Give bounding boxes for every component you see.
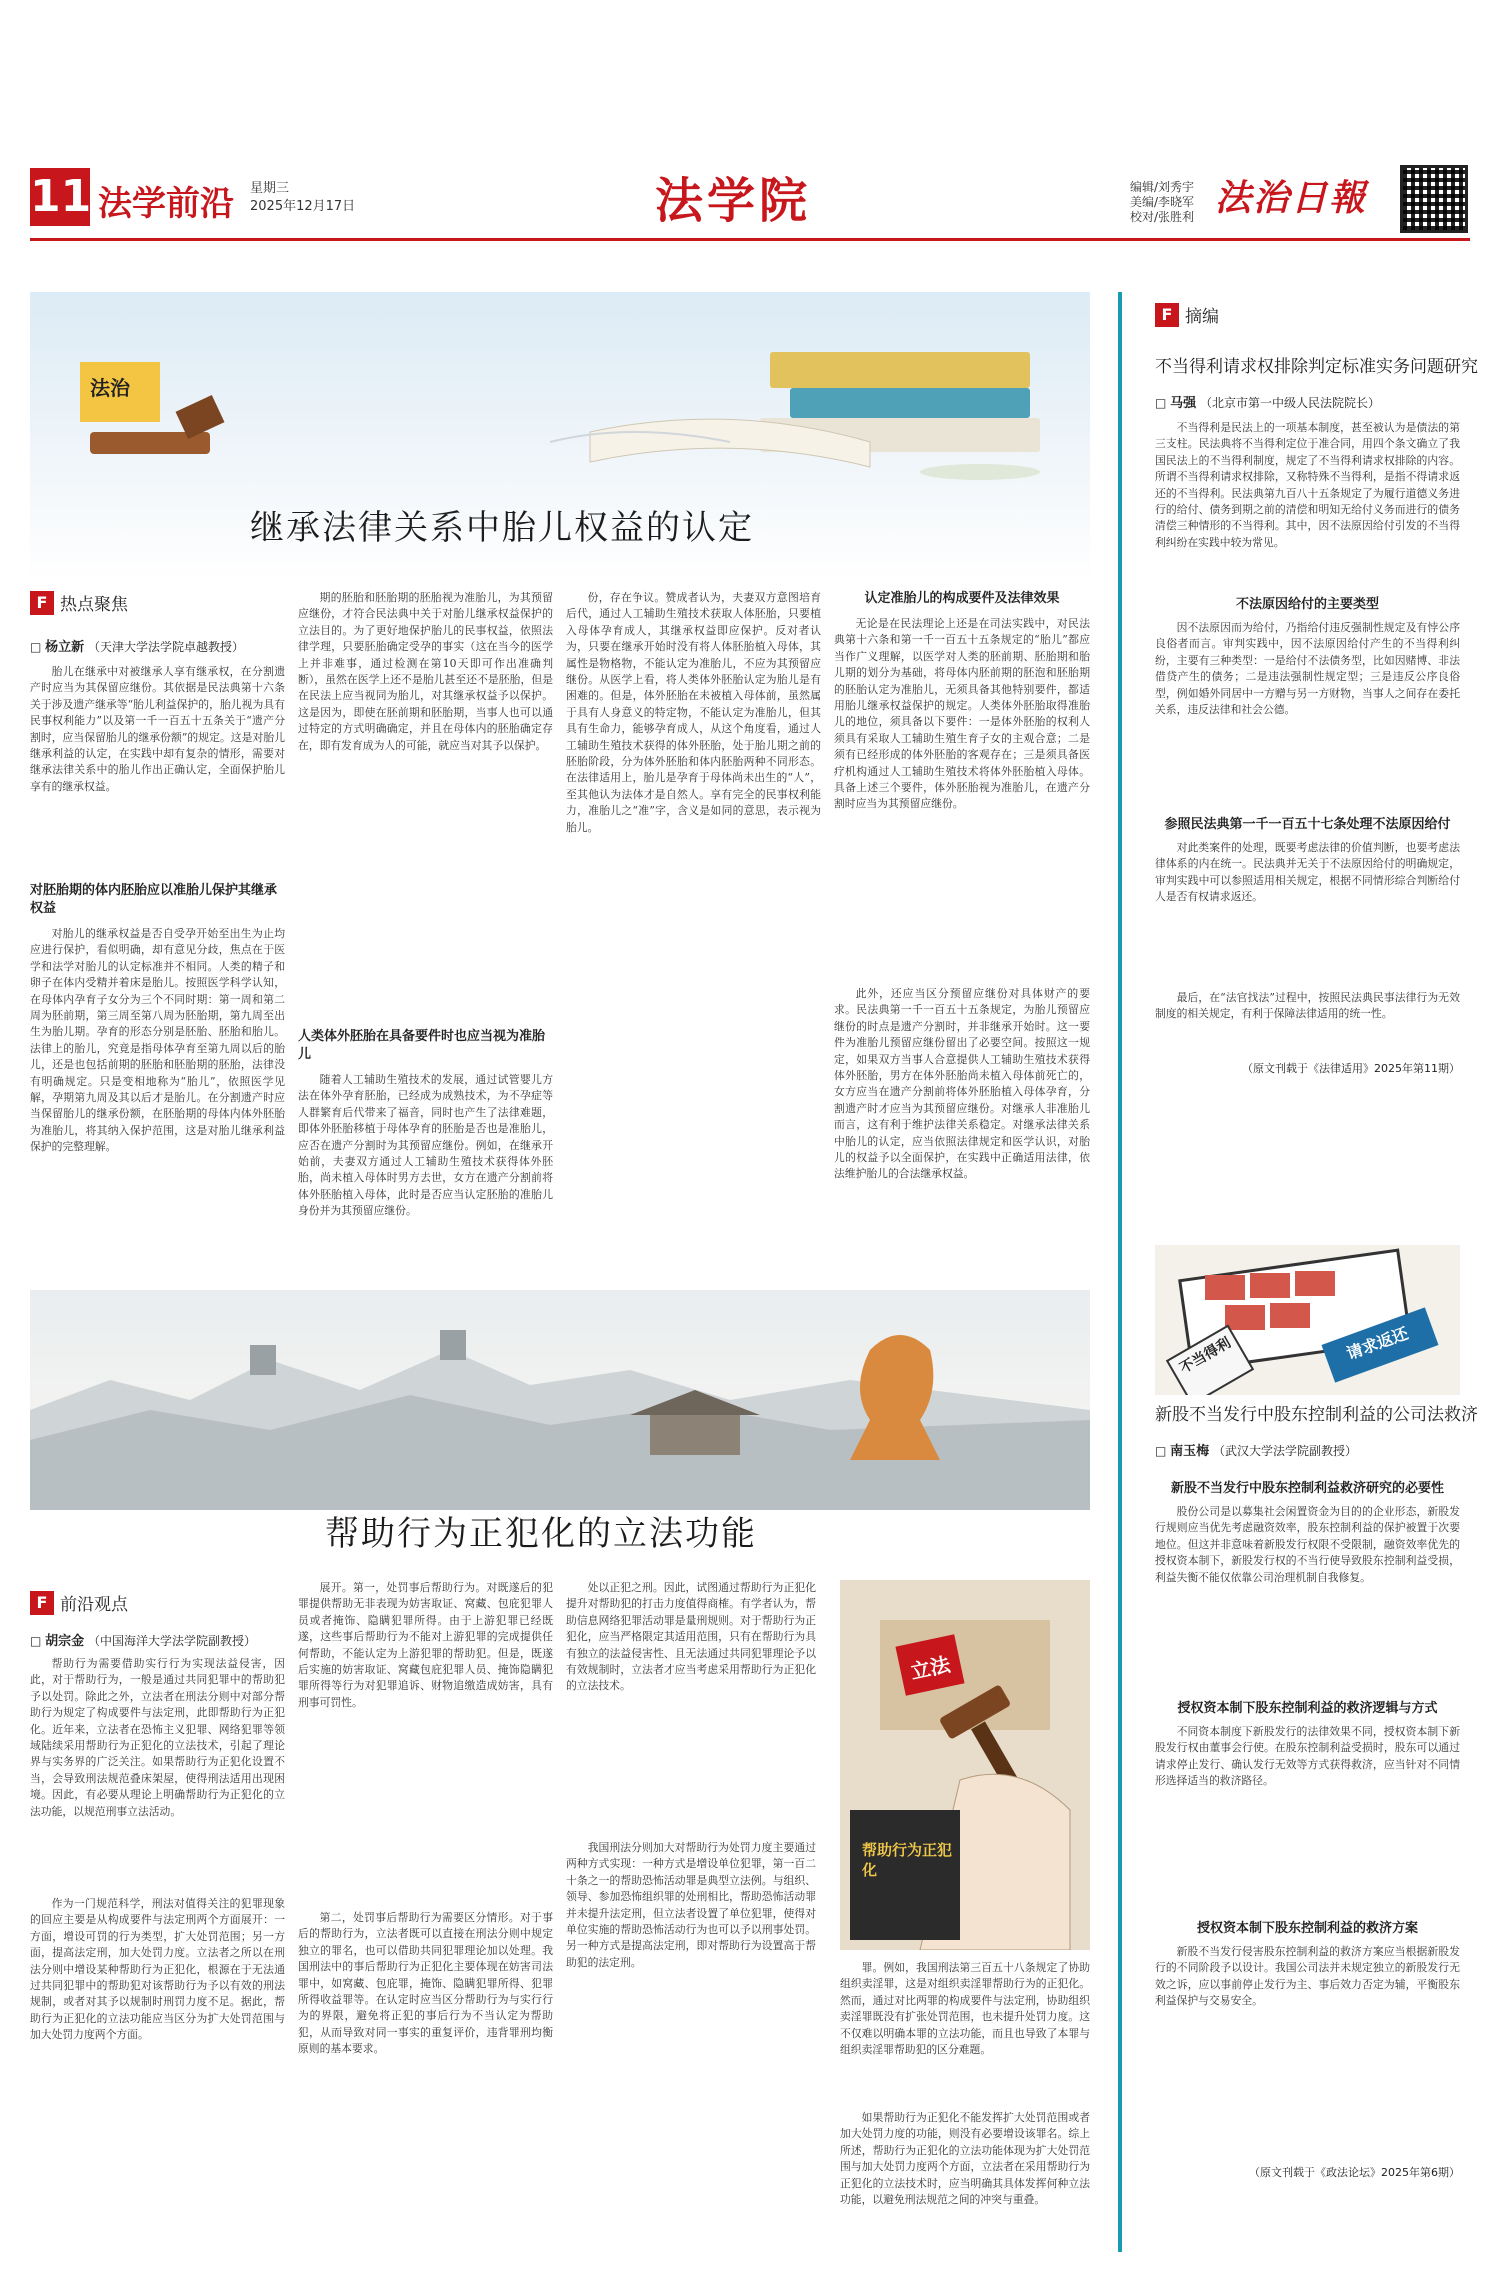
sidebar-article2-title: 新股不当发行中股东控制利益的公司法救济 — [1155, 1405, 1478, 1425]
subhead: 参照民法典第一千一百五十七条处理不法原因给付 — [1164, 817, 1451, 832]
paragraph: 随着人工辅助生殖技术的发展，通过试管婴儿方法在体外孕育胚胎，已经成为成熟技术，为不孕症等人群繁育后代带来了福音，同时也产生了法律难题，即体外胚胎移植于母体孕育的胚胎是否也是准胎儿，应否在遗产分割时为其预留应继份。例如，在继承开始前，夫妻双方通过人工辅助生殖技术获得体外胚胎，尚未植入母体时男方去世，女方在遗产分割前将体外胚胎植入母体，此时是否应当认定胚胎的准胎儿身份并为其预留应继份。 — [298, 1073, 553, 1218]
editor-line: 校对/张胜利 — [1130, 210, 1195, 224]
paragraph: 胎儿在继承中对被继承人享有继承权，在分割遗产时应当为其保留应继份。其依据是民法典第十六条关于涉及遗产继承等“胎儿利益保护的，胎儿视为具有民事权利能力”以及第一千一百五十五条关于“遗产分割时，应当保留胎儿的继承份额”的规定。这是对胎儿继承利益的认定，在实践中却有复杂的情形，需要对继承法律关系中的胎儿作出正确认定，全面保护胎儿享有的继承权益。 — [30, 665, 285, 793]
article1-col3 — [566, 590, 821, 1270]
sidebar-article1-body — [1155, 420, 1460, 1240]
sidebar-illustration — [1155, 1245, 1460, 1395]
sidebar-article1-author: □ 马强 （北京市第一中级人民法院院长） — [1155, 396, 1381, 411]
author-affil: （武汉大学法学院副教授） — [1213, 1444, 1358, 1458]
article1-col1 — [30, 664, 285, 1264]
author-affil: （北京市第一中级人民法院院长） — [1200, 396, 1381, 410]
subhead: 认定准胎儿的构成要件及法律效果 — [864, 591, 1060, 606]
subhead: 人类体外胚胎在具备要件时也应当视为准胎儿 — [298, 1029, 546, 1062]
source-note: （原文刊载于《政法论坛》2025年第6期） — [1249, 2166, 1460, 2179]
sidebar-tag — [1155, 302, 1219, 327]
paragraph: 展开。第一，处罚事后帮助行为。对既遂后的犯罪提供帮助无非表现为妨害取证、窝藏、包庇犯罪人员或者掩饰、隐瞒犯罪所得。由于上游犯罪已经既遂，这些事后帮助行为不能对上游犯罪的完成提供任何帮助，不能认定为上游犯罪的帮助犯。但是，既遂后实施的妨害取证、窝藏包庇犯罪人员、掩饰隐瞒犯罪所得等行为对犯罪追诉、财物追缴造成妨害，具有刑事可罚性。 — [298, 1581, 553, 1709]
sidebar-article2-body — [1155, 1480, 1460, 2250]
article1-col4 — [834, 590, 1090, 1270]
issue-date — [250, 180, 355, 216]
author-affil: （天津大学法学院卓越教授） — [88, 640, 245, 654]
article2-col2 — [298, 1580, 553, 2260]
article2-title: 帮助行为正犯化的立法功能 — [325, 1514, 757, 1554]
article1-title: 继承法律关系中胎儿权益的认定 — [250, 508, 754, 548]
paper-logo: 法治日報 — [1215, 177, 1368, 219]
f-logo-icon: F — [30, 591, 54, 615]
paragraph: 处以正犯之刑。因此，试图通过帮助行为正犯化提升对帮助犯的打击力度值得商榷。有学者认为，帮助信息网络犯罪活动罪是量刑规则。对于帮助行为正犯化，应当严格限定其适用范围，只有在帮助行为具有独立的法益侵害性、且无法通过共同犯罪理论予以有效规制时，立法者才应当考虑采用帮助行为正犯化的立法技术。 — [566, 1581, 816, 1693]
sidebar-article2-author: □ 南玉梅 （武汉大学法学院副教授） — [1155, 1444, 1358, 1459]
f-logo-icon: F — [1155, 303, 1179, 327]
money-tray-illustration — [1155, 1245, 1460, 1395]
article2-col4 — [840, 1960, 1090, 2260]
paragraph: 份，存在争议。赞成者认为，夫妻双方意图培育后代，通过人工辅助生殖技术获取人体胚胎，只要植入母体孕育成人，其继承权益即应保护。反对者认为，只要在继承开始时没有将人体胚胎植入母体，其属性是物格物，不能认定为准胎儿，不应为其预留应继份。从医学上看，将人类体外胚胎认定为胎儿是有困难的。但是，体外胚胎在未被植入母体前，虽然属于具有人身意义的特定物，不能认定为准胎儿，但其具有生命力，能够孕育成人，从这个角度看，通过人工辅助生殖技术获得的体外胚胎，处于胎儿期之前的胚胎阶段，分为体外胚胎和体内胚胎两种不同形态。在法律适用上，胎儿是孕育于母体尚未出生的“人”，至其他认为法体才是自然人。享有完全的民事权利能力，准胎儿之“准”字，含义是如同的意思，表示视为胎儿。 — [566, 591, 821, 834]
editors — [1130, 180, 1194, 225]
paragraph: 最后，在“法官找法”过程中，按照民法典民事法律行为无效制度的相关规定，有利于保障法律适用的统一性。 — [1155, 991, 1460, 1021]
paragraph: 不同资本制度下新股发行的法律效果不同，授权资本制下新股发行权由董事会行使。在股东控制利益受损时，股东可以通过请求停止发行、确认发行无效等方式获得救济，应当针对不同情形选择适当的救济路径。 — [1155, 1725, 1460, 1788]
paragraph: 帮助行为需要借助实行行为实现法益侵害，因此，对于帮助行为，一般是通过共同犯罪中的帮助犯予以处罚。除此之外，立法者在刑法分则中对部分帮助行为规定了构成要件与法定刑，此即帮助行为正犯化。近年来，立法者在恐怖主义犯罪、网络犯罪等领域陆续采用帮助行为正犯化的立法技术，引起了理论界与实务界的广泛关注。如果帮助行为正犯化设置不当，会导致刑法规范叠床架屋，使得刑法适用出现困境。因此，有必要从理论上明确帮助行为正犯化的立法功能，以规范刑事立法活动。 — [30, 1657, 285, 1818]
image-label-unjust: 不当得利 — [1177, 1334, 1234, 1377]
tag-label: 前沿观点 — [60, 1595, 128, 1615]
author-affil: （中国海洋大学法学院副教授） — [88, 1634, 257, 1648]
author-name: 南玉梅 — [1170, 1444, 1210, 1459]
article1-author: □ 杨立新 （天津大学法学院卓越教授） — [30, 640, 245, 655]
article1-col2 — [298, 590, 553, 1270]
article1-tag — [30, 590, 128, 615]
banner-label: 法治 — [90, 376, 130, 400]
article2-col1 — [30, 1656, 285, 2256]
image-label-legislation: 立法 — [908, 1652, 953, 1684]
great-wall-illustration — [30, 1290, 1090, 1510]
subhead: 对胚胎期的体内胚胎应以准胎儿保护其继承权益 — [30, 883, 278, 916]
paragraph: 股份公司是以募集社会闲置资金为目的的企业形态，新股发行规则应当优先考虑融资效率，股东控制利益的保护被置于次要地位。但这并非意味着新股发行权限不受限制，融资效率优先的授权资本制下，新股发行权的不当行使导致股东控制利益受损，利益失衡不能仅依靠公司治理机制自我修复。 — [1155, 1505, 1460, 1584]
page-number: 11 — [30, 168, 90, 226]
paragraph: 期的胚胎和胚胎期的胚胎视为准胎儿，为其预留应继份，才符合民法典中关于对胎儿继承权益保护的立法目的。为了更好地保护胎儿的民事权益，依照法律学理，只要胚胎确定受孕的事实（这在当今的医学上并非难事，通过检测在第10天即可作出准确判断），虽然在医学上还不是胎儿甚至还不是胚胎，但是在民法上应当视同为胎儿，对其继承权益予以保护。这是因为，即使在胚前期和胚胎期，当事人也可以通过特定的方式明确确定，并且在母体内的胚胎确定存在，即有发育成为人的可能，就应当对其予以保护。 — [298, 591, 553, 752]
author-name: 杨立新 — [45, 640, 85, 655]
paragraph: 新股不当发行侵害股东控制利益的救济方案应当根据新股发行的不同阶段予以设计。我国公司法并未规定独立的新股发行无效之诉，应以事前停止发行为主、事后效力否定为辅，平衡股东利益保护与交易安全。 — [1155, 1945, 1460, 2008]
author-name: 马强 — [1170, 396, 1197, 411]
article2-tag — [30, 1590, 128, 1615]
section-name: 法学前沿 — [98, 184, 234, 224]
f-logo-icon: F — [30, 1591, 54, 1615]
paragraph: 不当得利是民法上的一项基本制度，甚至被认为是债法的第三支柱。民法典将不当得利定位于准合同，用四个条文确立了我国民法上的不当得利制度，规定了不当得利请求权排除的内容。所谓不当得利请求权排除，又称特殊不当得利，是指不得请求返还的不当得利。民法典第九百八十五条规定了为履行道德义务进行的给付、债务到期之前的清偿和明知无给付义务而进行的债务清偿三种情形的不当得利。其中，因不法原因给付引发的不当得利纠纷在实践中较为常见。 — [1155, 421, 1460, 549]
article2-col3 — [566, 1580, 816, 2260]
gavel-hand-illustration — [840, 1580, 1090, 1950]
paragraph: 无论是在民法理论上还是在司法实践中，对民法典第十六条和第一千一百五十五条规定的“胎儿”都应当作广义理解，以医学对人类的胚前期、胚胎期和胎儿期的划分为基础，将母体内胚前期的胚泡和胚胎期的胚胎认定为准胎儿，无须具备其他特别要件，都适用胎儿继承权益保护的规定。人类体外胚胎取得准胎儿的地位，须具备以下要件：一是体外胚胎的权利人须具有采取人工辅助生殖生育子女的主观合意；二是须有已经形成的体外胚胎的客观存在；三是须具备医疗机构通过人工辅助生殖技术将体外胚胎植入母体。具备上述三个要件，体外胚胎视为准胎儿，在遗产分割时应当为其预留应继份。 — [834, 617, 1090, 811]
image-label-book: 帮助行为正犯化 — [862, 1841, 953, 1879]
source-note: （原文刊载于《法律适用》2025年第11期） — [1242, 1062, 1460, 1075]
paragraph: 我国刑法分则加大对帮助行为处罚力度主要通过两种方式实现：一种方式是增设单位犯罪，第一百二十条之一的帮助恐怖活动罪是典型立法例。与组织、领导、参加恐怖组织罪的处刑相比，帮助恐怖活动罪并未提升法定刑，但立法者设置了单位犯罪，使得对单位实施的帮助恐怖活动行为也可以予以刑事处罚。另一种方式是提高法定刑，即对帮助行为设置高于帮助犯的法定刑。 — [566, 1841, 816, 1969]
article2-banner — [30, 1290, 1090, 1510]
subhead: 授权资本制下股东控制利益的救济方案 — [1196, 1921, 1418, 1936]
header-rule — [30, 238, 1470, 241]
subhead: 授权资本制下股东控制利益的救济逻辑与方式 — [1177, 1701, 1438, 1716]
paragraph: 对胎儿的继承权益是否自受孕开始至出生为止均应进行保护，看似明确，却有意见分歧，焦点在于医学和法学对胎儿的认定标准并不相同。人类的精子和卵子在体内受精并着床是胎儿。按照医学科学认知，在母体内孕育子女分为三个不同时期：第一周和第二周为胚前期，第三周至第八周为胚胎期，第九周至出生为胎儿期。孕育的形态分别是胚胎、胚胎和胎儿。法律上的胎儿，究竟是指母体孕育至第九周以后的胎儿，还是也包括前期的胚胎和胚胎期的胚胎，法律没有明确规定。只是变相地称为“胎儿”，依照医学见解，孕期第九周及其以后才是胎儿。在分割遗产时应当保留胎儿的继承份额，在胚胎期的母体内体外胚胎为准胎儿，将其纳入保护范围，这是对胎儿继承利益保护的完整理解。 — [30, 927, 285, 1154]
weekday: 星期三 — [250, 181, 290, 196]
editor-line: 美编/李晓军 — [1130, 195, 1195, 209]
legislation-illustration — [840, 1580, 1090, 1950]
paragraph: 此外，还应当区分预留应继份对具体财产的要求。民法典第一千一百五十五条规定，为胎儿预留应继份的时点是遗产分割时，并非继承开始时。这一要件为准胎儿预留应继份留出了必要空间。按照这一规定，如果双方当事人合意提供人工辅助生殖技术获得体外胚胎，男方在体外胚胎尚未植入母体前死亡的，女方应当在遗产分割前将体外胚胎植入母体孕育，分割遗产时才应当为其预留应继份。对继承人非准胎儿而言，这有利于维护法律关系稳定。对继承法律关系中胎儿的认定，应当依照法律规定和医学认识，对胎儿的权益予以全面保护，在实践中正确适用法律，依法维护胎儿的合法继承权益。 — [834, 987, 1090, 1181]
sidebar-article1-title: 不当得利请求权排除判定标准实务问题研究 — [1155, 357, 1478, 377]
paragraph: 对此类案件的处理，既要考虑法律的价值判断，也要考虑法律体系的内在统一。民法典并无关于不法原因给付的明确规定，审判实践中可以参照适用相关规定，根据不同情形综合判断给付人是否有权请求返还。 — [1155, 841, 1460, 904]
article2-author: □ 胡宗金 （中国海洋大学法学院副教授） — [30, 1634, 257, 1649]
subhead: 新股不当发行中股东控制利益救济研究的必要性 — [1170, 1481, 1444, 1496]
author-name: 胡宗金 — [45, 1634, 85, 1649]
editor-line: 编辑/刘秀宇 — [1130, 180, 1195, 194]
image-label-return: 请求返还 — [1344, 1323, 1411, 1364]
subhead: 不法原因给付的主要类型 — [1235, 597, 1379, 612]
paragraph: 作为一门规范科学，刑法对值得关注的犯罪现象的回应主要是从构成要件与法定刑两个方面展开：一方面，增设可罚的行为类型，扩大处罚范围；另一方面，提高法定刑，加大处罚力度。立法者之所以在刑法分则中增设某种帮助行为正犯化，根源在于无法通过共同犯罪中的帮助犯对该帮助行为予以有效的刑法规制，或者对其予以规制时刑罚力度不足。据此，帮助行为正犯化的立法功能应当区分为扩大处罚范围与加大处罚力度两个方面。 — [30, 1897, 285, 2042]
tag-label: 热点聚焦 — [60, 595, 128, 615]
tag-label: 摘编 — [1185, 307, 1219, 327]
qr-code-icon — [1400, 165, 1468, 233]
column-title: 法学院 — [655, 173, 812, 229]
paragraph: 第二，处罚事后帮助行为需要区分情形。对于事后的帮助行为，立法者既可以直接在刑法分则中规定独立的罪名，也可以借助共同犯罪理论加以处理。我国刑法中的事后帮助行为正犯化主要体现在妨害司法罪中，如窝藏、包庇罪，掩饰、隐瞒犯罪所得、犯罪所得收益罪等。在认定时应当区分帮助行为与实行行为的界限，避免将正犯的事后行为不当认定为帮助犯，从而导致对同一事实的重复评价，违背罪刑均衡原则的基本要求。 — [298, 1911, 553, 2056]
paragraph: 因不法原因而为给付，乃指给付违反强制性规定及有悖公序良俗者而言。审判实践中，因不法原因给付产生的不当得利纠纷，主要有三种类型：一是给付不法债务型，比如因赌博、非法借贷产生的债务；二是违法强制性规定型；三是违反公序良俗型，例如婚外同居中一方赠与另一方财物，当事人之间存在委托关系，违反法律和社会公德。 — [1155, 621, 1460, 717]
paragraph: 如果帮助行为正犯化不能发挥扩大处罚范围或者加大处罚力度的功能，则没有必要增设该罪名。综上所述，帮助行为正犯化的立法功能体现为扩大处罚范围与加大处罚力度两个方面，立法者在采用帮助行为正犯化的立法技术时，应当明确其具体发挥何种立法功能，以避免刑法规范之间的冲突与重叠。 — [840, 2111, 1090, 2207]
date: 2025年12月17日 — [250, 199, 356, 214]
paragraph: 罪。例如，我国刑法第三百五十八条规定了协助组织卖淫罪，这是对组织卖淫罪帮助行为的正犯化。然而，通过对比两罪的构成要件与法定刑，协助组织卖淫罪既没有扩张处罚范围，也未提升处罚力度。这不仅难以明确本罪的立法功能，而且也导致了本罪与组织卖淫罪帮助犯的区分难题。 — [840, 1961, 1090, 2057]
